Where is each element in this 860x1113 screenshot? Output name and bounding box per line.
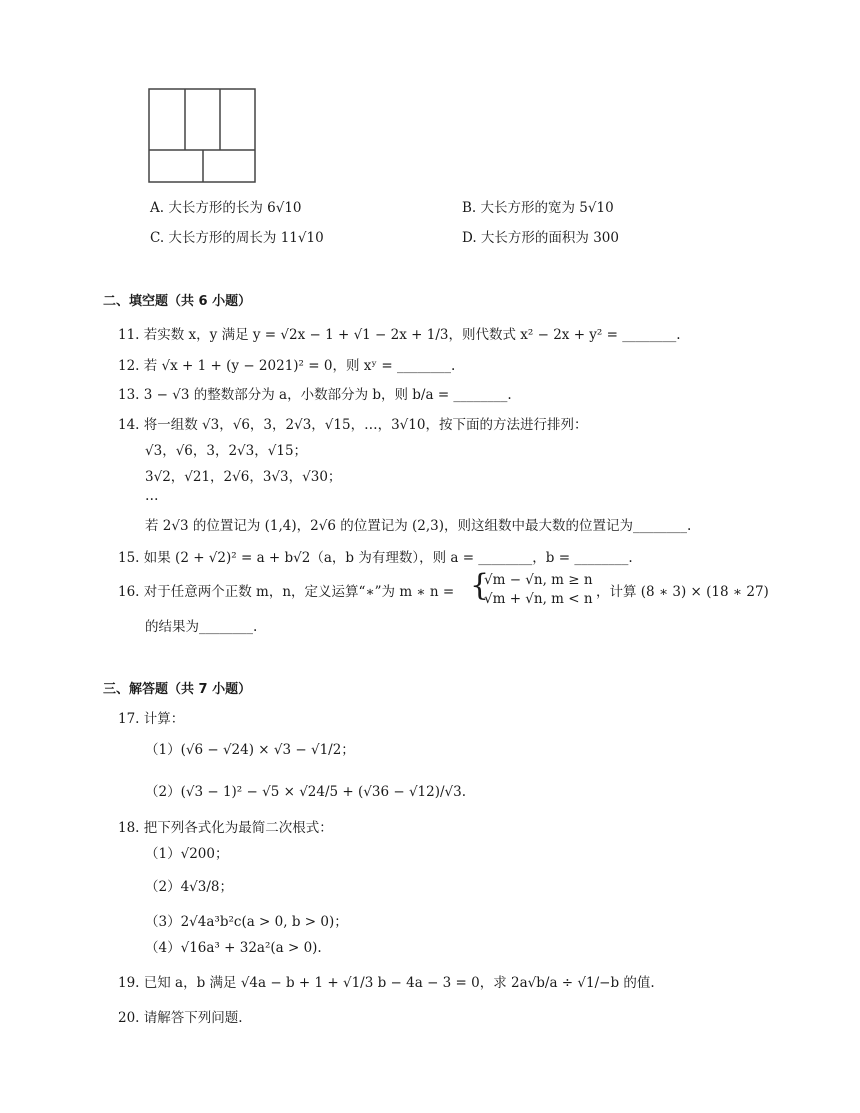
question-18-part-3: （3）2√4a³b²c(a > 0, b > 0)； xyxy=(145,914,348,930)
piecewise-brace: { xyxy=(470,568,490,603)
question-16-calc: ，计算 (8 ∗ 3) × (18 ∗ 27) xyxy=(596,584,769,600)
question-20: 20. 请解答下列问题. xyxy=(118,1010,243,1026)
question-19: 19. 已知 a，b 满足 √4a − b + 1 + √1/3 b − 4a − 3 = 0，求 2a√b/a ÷ √1/−b 的值. xyxy=(118,975,655,991)
question-15: 15. 如果 (2 + √2)² = a + b√2（a，b 为有理数），则 a = ________，b = ________. xyxy=(118,550,633,566)
option-a: A. 大长方形的长为 6√10 xyxy=(150,200,302,216)
question-18-part-2: （2）4√3/8； xyxy=(145,879,234,895)
question-14-row-2: 3√2，√21，2√6，3√3，√30； xyxy=(145,469,342,485)
question-16-case-2: √m + √n, m < n xyxy=(484,591,593,607)
question-14-row-1: √3，√6，3，2√3，√15； xyxy=(145,443,308,459)
option-d: D. 大长方形的面积为 300 xyxy=(462,230,619,246)
question-17-part-2: （2）(√3 − 1)² − √5 × √24/5 + (√36 − √12)/√3. xyxy=(145,784,467,800)
question-11: 11. 若实数 x，y 满足 y = √2x − 1 + √1 − 2x + 1/3，则代数式 x² − 2x + y² = ________. xyxy=(118,327,681,343)
question-18-part-4: （4）√16a³ + 32a²(a > 0). xyxy=(145,940,322,956)
question-16-tail: 的结果为________. xyxy=(145,619,258,635)
option-c: C. 大长方形的周长为 11√10 xyxy=(150,230,324,246)
question-14: 14. 将一组数 √3，√6，3，2√3，√15，…，3√10，按下面的方法进行排列： xyxy=(118,417,588,433)
section-title-solutions: 三、解答题（共 7 小题） xyxy=(103,682,252,697)
section-title-fill-in: 二、填空题（共 6 小题） xyxy=(103,294,252,309)
rectangle-tiling-figure xyxy=(148,88,256,183)
question-16-lead: 16. 对于任意两个正数 m，n，定义运算“∗”为 m ∗ n = xyxy=(118,584,455,600)
question-16-case-1: √m − √n, m ≥ n xyxy=(484,572,593,588)
question-17: 17. 计算： xyxy=(118,711,185,727)
question-17-part-1: （1）(√6 − √24) × √3 − √1/2； xyxy=(145,742,355,758)
question-14-conclusion: 若 2√3 的位置记为 (1,4)，2√6 的位置记为 (2,3)，则这组数中最大数的位置记为________. xyxy=(145,518,692,534)
question-12: 12. 若 √x + 1 + (y − 2021)² = 0，则 xʸ = ________. xyxy=(118,358,456,374)
question-13: 13. 3 − √3 的整数部分为 a，小数部分为 b，则 b/a = ________. xyxy=(118,387,512,403)
question-14-row-3: … xyxy=(145,488,159,504)
question-18: 18. 把下列各式化为最简二次根式： xyxy=(118,820,333,836)
option-b: B. 大长方形的宽为 5√10 xyxy=(462,200,614,216)
question-18-part-1: （1）√200； xyxy=(145,846,229,862)
